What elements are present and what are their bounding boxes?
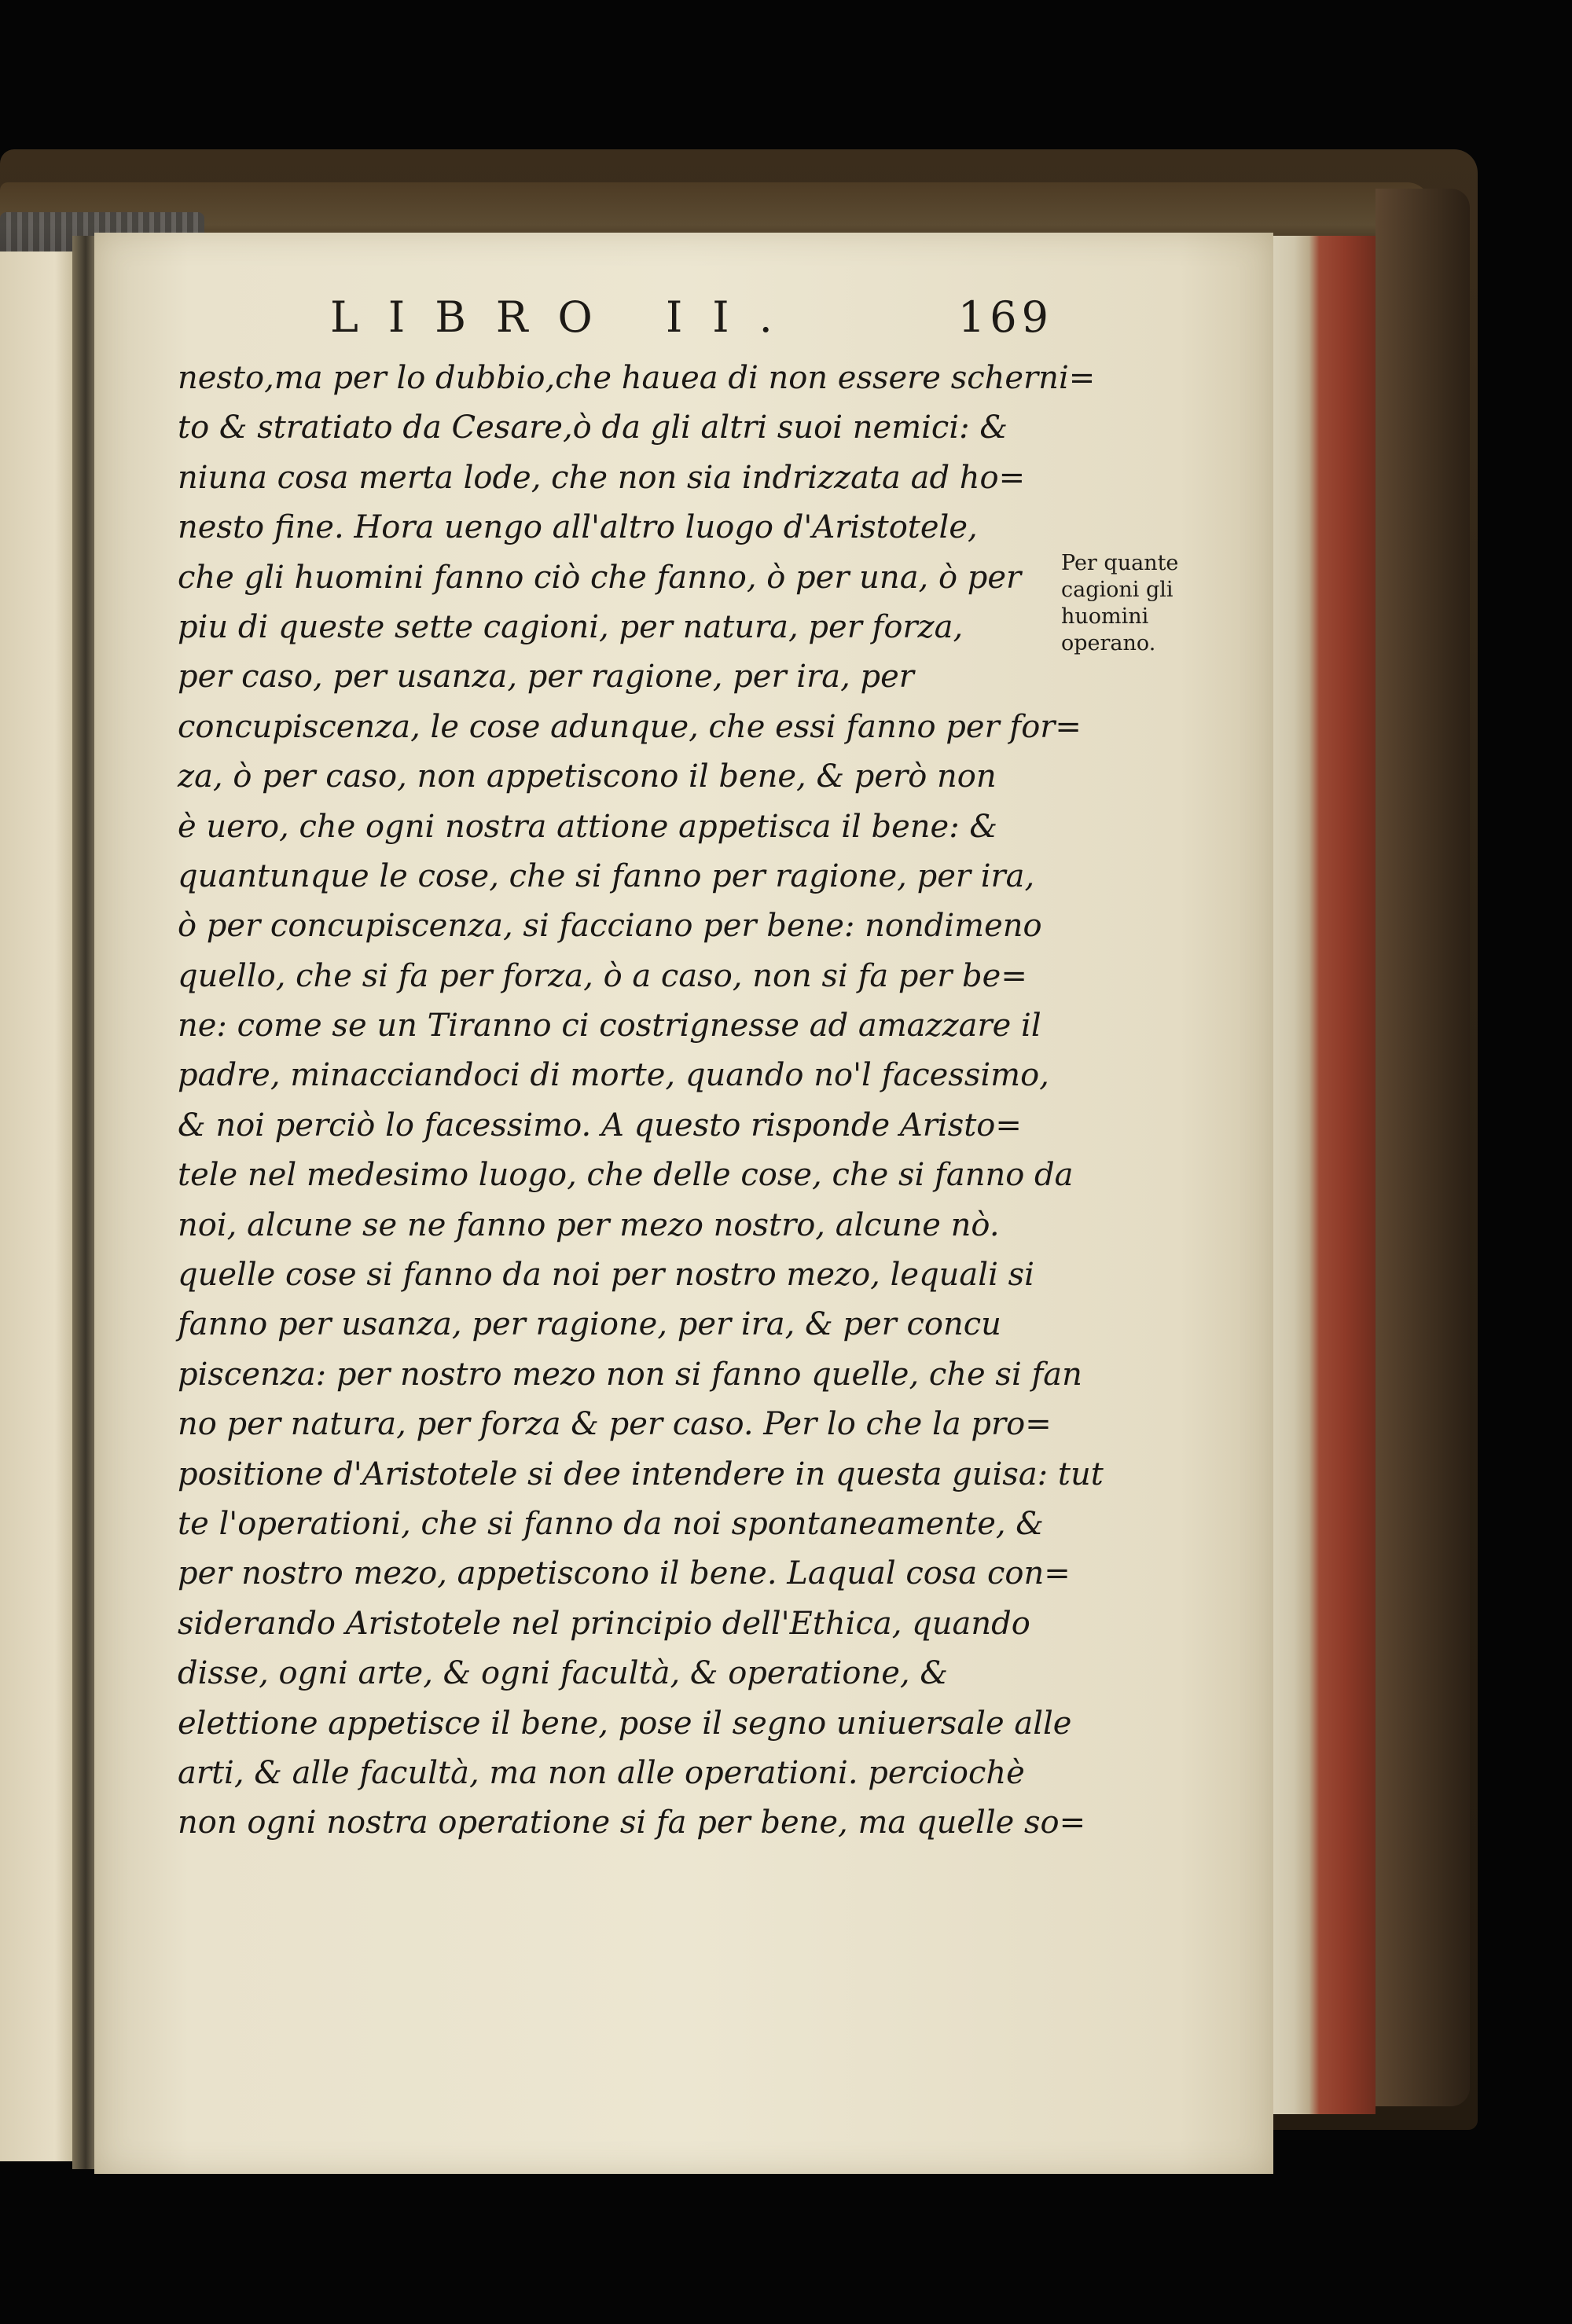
text-line: piscenza: per nostro mezo non si fanno quelle, che si fan: [178, 1356, 1082, 1393]
book-fore-edge-binding: [1376, 189, 1470, 2106]
text-line: è uero, che ogni nostra attione appetisca il bene: &: [178, 808, 998, 845]
text-line: concupiscenza, le cose adunque, che essi fanno per for=: [178, 708, 1082, 745]
text-line: te l'operationi, che si fanno da noi spontaneamente, &: [178, 1505, 1044, 1542]
text-line: disse, ogni arte, & ogni facultà, & operatione, &: [178, 1655, 948, 1692]
text-line: no per natura, per forza & per caso. Per lo che la pro=: [178, 1406, 1052, 1443]
page-number: 169: [957, 292, 1053, 342]
text-line: quello, che si fa per forza, ò a caso, non si fa per be=: [178, 957, 1027, 994]
page-block-edges: [1273, 236, 1376, 2114]
text-line: arti, & alle facultà, ma non alle operationi. perciochè: [178, 1754, 1025, 1791]
text-line: positione d'Aristotele si dee intendere in questa guisa: tut: [178, 1456, 1104, 1492]
text-line: niuna cosa merta lode, che non sia indrizzata ad ho=: [178, 459, 1026, 496]
text-line: elettione appetisce il bene, pose il segno uniuersale alle: [178, 1705, 1072, 1742]
text-line: quantunque le cose, che si fanno per ragione, per ira,: [178, 857, 1035, 894]
page-header: [330, 292, 1053, 347]
text-line: che gli huomini fanno ciò che fanno, ò per una, ò per: [178, 559, 1022, 596]
text-line: quelle cose si fanno da noi per nostro mezo, lequali si: [178, 1257, 1034, 1294]
text-line: ne: come se un Tiranno ci costrignesse ad amazzare il: [178, 1008, 1041, 1045]
text-line: fanno per usanza, per ragione, per ira, & per concu: [178, 1306, 1001, 1343]
text-line: piu di queste sette cagioni, per natura, per forza,: [178, 608, 964, 645]
text-line: per caso, per usanza, per ragione, per ira, per: [178, 659, 914, 696]
text-line: siderando Aristotele nel principio dell'Ethica, quando: [178, 1605, 1030, 1642]
text-line: & noi perciò lo facessimo. A questo risponde Aristo=: [178, 1107, 1022, 1144]
text-line: tele nel medesimo luogo, che delle cose, che si fanno da: [178, 1157, 1074, 1194]
marginal-note: [1061, 550, 1226, 657]
text-line: non ogni nostra operatione si fa per bene, ma quelle so=: [178, 1804, 1086, 1841]
marginal-note-line: cagioni gli: [1061, 578, 1173, 602]
text-line: noi, alcune se ne fanno per mezo nostro, alcune nò.: [178, 1206, 1000, 1243]
text-line: ò per concupiscenza, si facciano per bene: nondimeno: [178, 908, 1042, 945]
text-line: nesto,ma per lo dubbio,che hauea di non essere scherni=: [178, 360, 1096, 396]
marginal-note-line: Per quante: [1061, 551, 1179, 575]
text-line: za, ò per caso, non appetiscono il bene, & però non: [178, 758, 997, 795]
body-text: [178, 354, 1104, 1849]
text-line: nesto fine. Hora uengo all'altro luogo d'Aristotele,: [178, 509, 978, 546]
marginal-note-line: huomini: [1061, 604, 1149, 629]
text-line: padre, minacciandoci di morte, quando no'l facessimo,: [178, 1057, 1049, 1094]
left-page: [0, 251, 79, 2161]
text-line: per nostro mezo, appetiscono il bene. Laqual cosa con=: [178, 1555, 1071, 1592]
text-line: to & stratiato da Cesare,ò da gli altri suoi nemici: &: [178, 409, 1008, 446]
running-title: LIBRO II.: [330, 292, 803, 342]
marginal-note-line: operano.: [1061, 631, 1156, 655]
